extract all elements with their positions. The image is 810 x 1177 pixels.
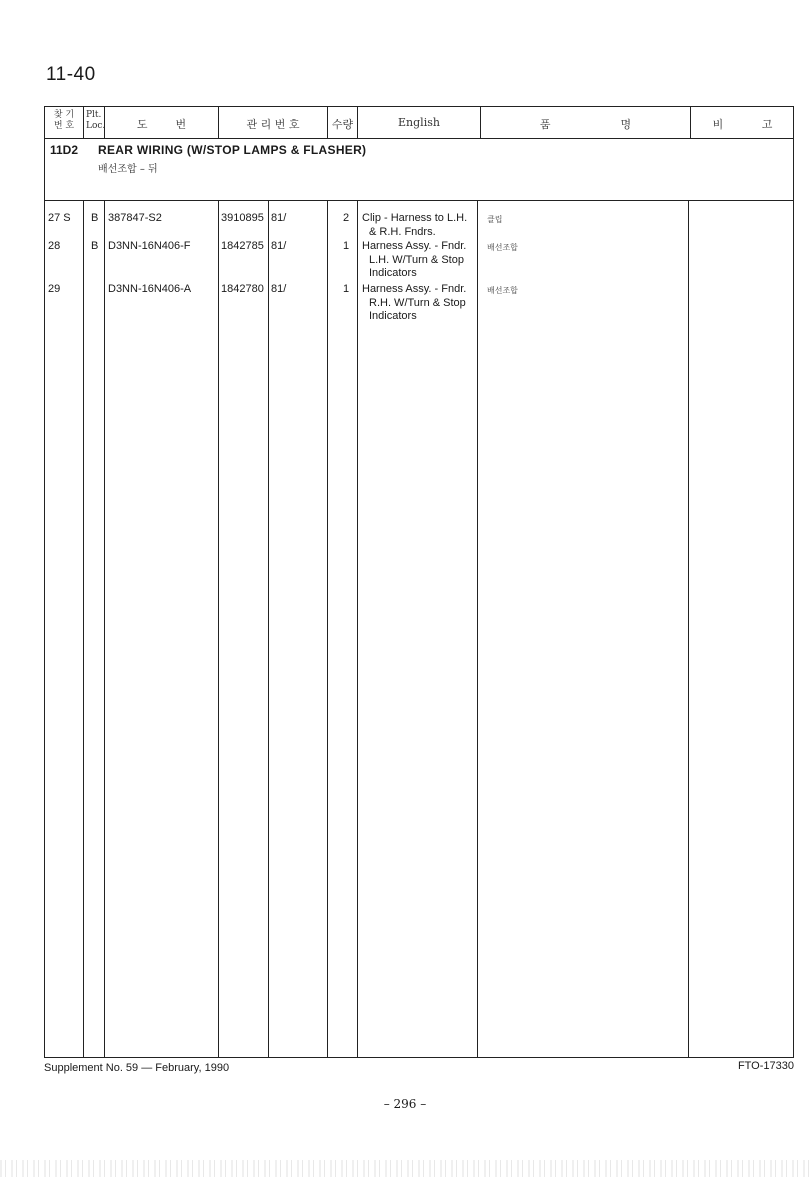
row-code: 81/ — [271, 283, 287, 295]
row-code: 81/ — [271, 240, 287, 252]
row-qty: 1 — [343, 240, 350, 252]
header-remarks: 비 고 — [712, 118, 773, 131]
col-divider — [83, 200, 84, 1058]
row-korean-name: 배선조합 — [487, 286, 518, 295]
supplement-note: Supplement No. 59 — February, 1990 — [44, 1062, 230, 1074]
header-part-name: 품 명 — [539, 118, 632, 131]
scan-artifact-strip — [0, 1160, 810, 1177]
row-qty: 1 — [343, 283, 350, 295]
col-divider — [218, 200, 219, 1058]
col-divider — [104, 200, 105, 1058]
row-ref: 27 S — [48, 212, 71, 224]
page-label: 11-40 — [46, 64, 96, 85]
header-plt-loc: Plt. Loc. — [86, 110, 106, 131]
row-control-no: 1842785 — [221, 240, 264, 252]
header-ref-no: 찾 기 번 호 — [53, 110, 75, 131]
header-bottom-rule — [44, 138, 794, 139]
row-control-no: 1842780 — [221, 283, 264, 295]
row-drawing-no: D3NN-16N406-A — [108, 283, 192, 295]
row-code: 81/ — [271, 212, 287, 224]
row-drawing-no: D3NN-16N406-F — [108, 240, 191, 252]
document-code: FTO-17330 — [737, 1060, 794, 1072]
header-qty: 수량 — [331, 118, 354, 131]
row-english: Harness Assy. - Fndr. R.H. W/Turn & Stop Indicators — [362, 283, 467, 322]
section-title: REAR WIRING (W/STOP LAMPS & FLASHER) — [98, 143, 367, 157]
row-loc: B — [91, 212, 99, 224]
row-english: Harness Assy. - Fndr. L.H. W/Turn & Stop Indicators — [362, 240, 467, 279]
header-drawing-no: 도 번 — [136, 118, 187, 131]
header-control-no: 관 리 번 호 — [246, 118, 300, 131]
col-divider — [688, 200, 689, 1058]
page-number: – 296 – — [383, 1097, 427, 1111]
row-korean-name: 클립 — [487, 215, 503, 224]
col-divider — [357, 200, 358, 1058]
row-qty: 2 — [343, 212, 350, 224]
row-control-no: 3910895 — [221, 212, 264, 224]
col-divider — [268, 200, 269, 1058]
row-drawing-no: 387847-S2 — [108, 212, 162, 224]
section-code: 11D2 — [50, 143, 79, 157]
row-korean-name: 배선조합 — [487, 243, 518, 252]
section-bottom-rule — [44, 200, 794, 201]
col-divider — [477, 200, 478, 1058]
section-subtitle: 배선조합 – 뒤 — [98, 164, 158, 175]
col-divider — [327, 200, 328, 1058]
row-ref: 29 — [48, 283, 61, 295]
header-english: English — [398, 116, 440, 129]
row-ref: 28 — [48, 240, 61, 252]
row-loc: B — [91, 240, 99, 252]
row-english: Clip - Harness to L.H. & R.H. Fndrs. — [362, 212, 468, 238]
